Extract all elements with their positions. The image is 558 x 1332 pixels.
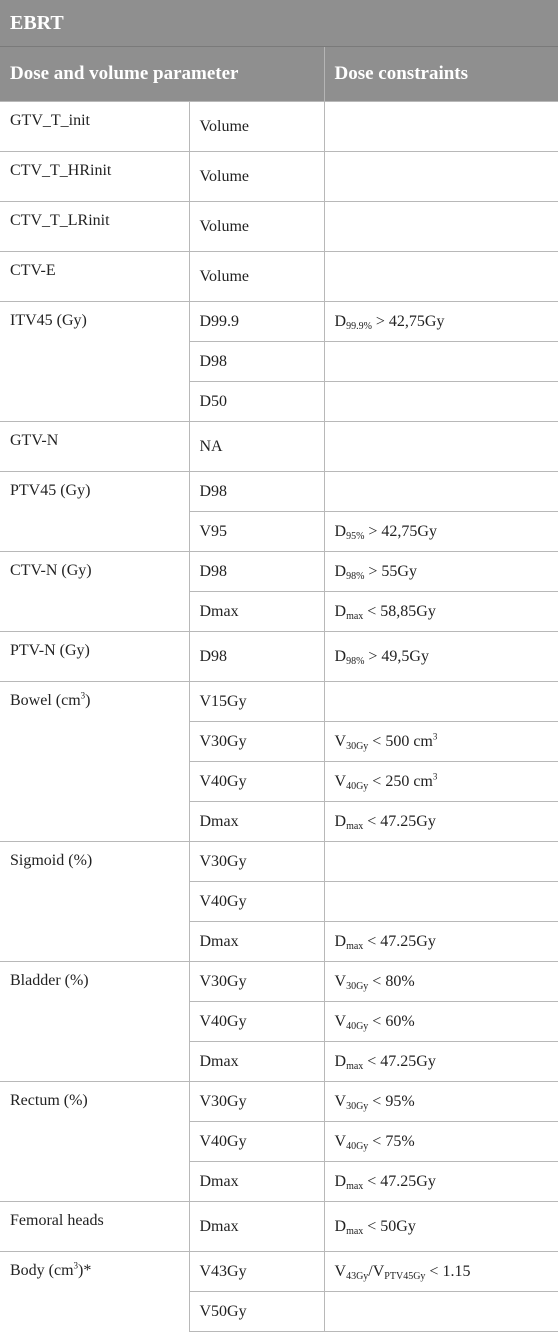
constraint-cell <box>324 592 558 632</box>
text-segment: < 250 cm <box>368 772 433 790</box>
constraint-cell <box>324 342 558 382</box>
metric-cell: Dmax <box>189 592 324 632</box>
subscript: max <box>346 610 364 622</box>
text-segment: < 1.15 <box>425 1262 471 1280</box>
constraint-cell <box>324 1292 558 1332</box>
metric-cell: D98 <box>189 632 324 682</box>
text-segment: > 55Gy <box>364 562 417 580</box>
constraint-cell <box>324 422 558 472</box>
table-row <box>0 1082 558 1122</box>
metric-cell: D98 <box>189 472 324 512</box>
table-row <box>0 102 558 152</box>
table-row <box>0 682 558 722</box>
table-row <box>0 202 558 252</box>
text-segment: PTV45 (Gy) <box>10 482 91 499</box>
constraint-cell <box>324 302 558 342</box>
table-row <box>0 302 558 342</box>
text-segment: D <box>334 562 347 580</box>
metric-cell: V30Gy <box>189 962 324 1002</box>
parameter-cell <box>0 632 189 682</box>
table-row <box>0 152 558 202</box>
subscript: PTV45Gy <box>384 1270 426 1282</box>
text-segment: GTV-N <box>10 432 59 449</box>
table-row <box>0 1202 558 1252</box>
metric-cell: V40Gy <box>189 1122 324 1162</box>
table-row <box>0 1252 558 1292</box>
table-title: EBRT <box>0 0 558 47</box>
table-row <box>0 472 558 512</box>
parameter-cell <box>0 152 189 202</box>
table-row <box>0 962 558 1002</box>
text-segment: Bladder (%) <box>10 972 89 989</box>
text-segment: D <box>334 647 347 665</box>
text-segment: V <box>334 732 347 750</box>
subscript: max <box>346 940 364 952</box>
table-row <box>0 632 558 682</box>
table-row <box>0 552 558 592</box>
metric-cell: Dmax <box>189 802 324 842</box>
text-segment: < 80% <box>368 972 415 990</box>
metric-cell: D99.9 <box>189 302 324 342</box>
metric-cell: D98 <box>189 342 324 382</box>
metric-cell: V40Gy <box>189 762 324 802</box>
constraint-cell <box>324 722 558 762</box>
subscript: max <box>346 1225 364 1237</box>
subscript: 99.9% <box>346 320 372 332</box>
text-segment: < 47.25Gy <box>363 1052 436 1070</box>
parameter-cell <box>0 202 189 252</box>
table-row <box>0 252 558 302</box>
text-segment: CTV-N (Gy) <box>10 562 92 579</box>
text-segment: )* <box>78 1262 92 1279</box>
metric-cell: V15Gy <box>189 682 324 722</box>
text-segment: D <box>334 1052 347 1070</box>
text-segment: V <box>334 1132 347 1150</box>
metric-cell: Dmax <box>189 1162 324 1202</box>
parameter-cell <box>0 962 189 1082</box>
parameter-cell <box>0 682 189 842</box>
text-segment: D <box>334 1172 347 1190</box>
text-segment: < 95% <box>368 1092 415 1110</box>
metric-cell: V30Gy <box>189 1082 324 1122</box>
text-segment: D <box>334 312 347 330</box>
constraint-cell <box>324 882 558 922</box>
text-segment: > 42,75Gy <box>364 522 437 540</box>
metric-cell: Volume <box>189 152 324 202</box>
constraint-cell <box>324 1002 558 1042</box>
header-dose-constraints: Dose constraints <box>324 47 558 102</box>
parameter-cell <box>0 1082 189 1202</box>
metric-cell: Volume <box>189 252 324 302</box>
text-segment: Bowel (cm <box>10 692 81 709</box>
constraint-cell <box>324 202 558 252</box>
text-segment: V <box>334 1092 347 1110</box>
subscript: 95% <box>346 530 365 542</box>
constraint-cell <box>324 802 558 842</box>
text-segment: > 42,75Gy <box>371 312 445 330</box>
subscript: 98% <box>346 570 365 582</box>
constraint-cell <box>324 762 558 802</box>
parameter-cell <box>0 1252 189 1332</box>
text-segment: CTV_T_HRinit <box>10 162 112 179</box>
metric-cell: Dmax <box>189 1042 324 1082</box>
constraint-cell <box>324 102 558 152</box>
subscript: 98% <box>346 655 365 667</box>
subscript: 30Gy <box>346 740 369 752</box>
constraint-cell <box>324 472 558 512</box>
constraint-cell <box>324 922 558 962</box>
constraint-cell <box>324 1202 558 1252</box>
metric-cell: V40Gy <box>189 882 324 922</box>
text-segment: Body (cm <box>10 1262 74 1279</box>
subscript: max <box>346 820 364 832</box>
superscript: 3 <box>432 731 438 742</box>
subscript: 40Gy <box>346 1020 369 1032</box>
text-segment: /V <box>368 1262 385 1280</box>
text-segment: CTV_T_LRinit <box>10 212 110 229</box>
text-segment: D <box>334 1217 347 1235</box>
constraint-cell <box>324 1122 558 1162</box>
constraint-cell <box>324 1252 558 1292</box>
text-segment: V <box>334 972 347 990</box>
subscript: max <box>346 1060 364 1072</box>
text-segment: Femoral heads <box>10 1212 104 1229</box>
superscript: 3 <box>80 690 86 701</box>
constraint-cell <box>324 1082 558 1122</box>
text-segment: Sigmoid (%) <box>10 852 93 869</box>
subscript: 40Gy <box>346 1140 369 1152</box>
text-segment: ITV45 (Gy) <box>10 312 87 329</box>
text-segment: D <box>334 602 347 620</box>
metric-cell: V95 <box>189 512 324 552</box>
text-segment: > 49,5Gy <box>364 647 429 665</box>
metric-cell: Volume <box>189 102 324 152</box>
text-segment: < 75% <box>368 1132 415 1150</box>
constraint-cell <box>324 632 558 682</box>
text-segment: Rectum (%) <box>10 1092 88 1109</box>
text-segment: ) <box>85 692 91 709</box>
metric-cell: V50Gy <box>189 1292 324 1332</box>
subscript: 30Gy <box>346 1100 369 1112</box>
text-segment: < 47.25Gy <box>363 1172 436 1190</box>
constraint-cell <box>324 152 558 202</box>
subscript: 43Gy <box>346 1270 369 1282</box>
metric-cell: Dmax <box>189 1202 324 1252</box>
constraint-cell <box>324 1042 558 1082</box>
constraint-cell <box>324 252 558 302</box>
text-segment: V <box>334 1012 347 1030</box>
text-segment: GTV_T_init <box>10 112 90 129</box>
table-header-row <box>0 47 558 102</box>
metric-cell: V40Gy <box>189 1002 324 1042</box>
text-segment: D <box>334 522 347 540</box>
text-segment: D <box>334 932 347 950</box>
text-segment: < 58,85Gy <box>363 602 436 620</box>
metric-cell: Dmax <box>189 922 324 962</box>
table-row <box>0 842 558 882</box>
metric-cell: V30Gy <box>189 722 324 762</box>
text-segment: V <box>334 1262 347 1280</box>
constraint-cell <box>324 382 558 422</box>
parameter-cell <box>0 302 189 422</box>
parameter-cell <box>0 102 189 152</box>
constraint-cell <box>324 552 558 592</box>
parameter-cell <box>0 552 189 632</box>
text-segment: CTV-E <box>10 262 56 279</box>
text-segment: V <box>334 772 347 790</box>
parameter-cell <box>0 1202 189 1252</box>
metric-cell: NA <box>189 422 324 472</box>
constraint-cell <box>324 962 558 1002</box>
superscript: 3 <box>432 771 438 782</box>
metric-cell: Volume <box>189 202 324 252</box>
constraint-cell <box>324 682 558 722</box>
text-segment: < 47.25Gy <box>363 812 436 830</box>
parameter-cell <box>0 252 189 302</box>
text-segment: < 50Gy <box>363 1217 416 1235</box>
table-row <box>0 422 558 472</box>
subscript: max <box>346 1180 364 1192</box>
text-segment: D <box>334 812 347 830</box>
metric-cell: V30Gy <box>189 842 324 882</box>
parameter-cell <box>0 422 189 472</box>
metric-cell: D50 <box>189 382 324 422</box>
table-body <box>0 102 558 1332</box>
subscript: 30Gy <box>346 980 369 992</box>
parameter-cell <box>0 472 189 552</box>
text-segment: < 500 cm <box>368 732 433 750</box>
constraint-cell <box>324 512 558 552</box>
constraint-cell <box>324 842 558 882</box>
metric-cell: D98 <box>189 552 324 592</box>
text-segment: < 60% <box>368 1012 415 1030</box>
text-segment: PTV-N (Gy) <box>10 642 90 659</box>
constraint-cell <box>324 1162 558 1202</box>
parameter-cell <box>0 842 189 962</box>
text-segment: < 47.25Gy <box>363 932 436 950</box>
header-dose-volume-parameter: Dose and volume parameter <box>0 47 324 102</box>
superscript: 3 <box>73 1260 79 1271</box>
subscript: 40Gy <box>346 780 369 792</box>
table-title-row <box>0 0 558 47</box>
metric-cell: V43Gy <box>189 1252 324 1292</box>
